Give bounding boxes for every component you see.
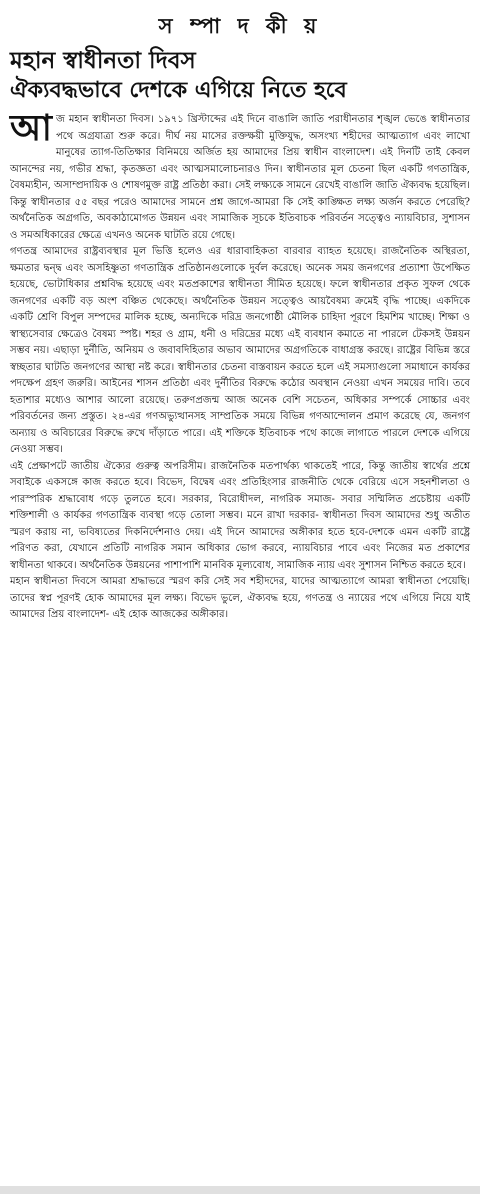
headline-line-1: মহান স্বাধীনতা দিবস [10, 48, 196, 74]
article-body [10, 108, 470, 624]
paragraph-2: গণতন্ত্র আমাদের রাষ্ট্রব্যবস্থার মূল ভিত্তি হলেও এর ধারাবাহিকতা বারবার ব্যাহত হয়েছে। রাজনৈতিক অস্থিরতা, ক্ষমতার দ্বন্দ্ব এবং অসহিষ্ণুতা গণতান্ত্রিক প্রতিষ্ঠানগুলোকে দুর্বল করেছে। অনেক সময় জনগণের প্রত্যাশা উপেক্ষিত হয়েছে, ভোটাধিকার প্রশ্নবিদ্ধ হয়েছে এবং মতপ্রকাশের স্বাধীনতা সীমিত হয়েছে। ফলে স্বাধীনতার প্রকৃত সুফল থেকে জনগণের একটি বড় অংশ বঞ্চিত থেকেছে। অর্থনৈতিক উন্নয়ন সত্ত্বেও আয়বৈষম্য ক্রমেই বৃদ্ধি পাচ্ছে। একদিকে একটি শ্রেণি বিপুল সম্পদের মালিক হচ্ছে, অন্যদিকে দরিদ্র জনগোষ্ঠী মৌলিক চাহিদা পূরণে হিমশিম খাচ্ছে। শিক্ষা ও স্বাস্থ্যসেবার ক্ষেত্রেও বৈষম্য স্পষ্ট। শহর ও গ্রাম, ধনী ও দরিদ্রের মধ্যে এই ব্যবধান কমাতে না পারলে টেকসই উন্নয়ন সম্ভব নয়। এছাড়া দুর্নীতি, অনিয়ম ও জবাবদিহিতার অভাব আমাদের অগ্রগতিকে বাধাগ্রস্ত করছে। রাষ্ট্রের বিভিন্ন স্তরে স্বচ্ছতার ঘাটতি জনগণের আস্থা নষ্ট করে। স্বাধীনতার চেতনা বাস্তবায়ন করতে হলে এই সমস্যাগুলো সমাধানে কার্যকর পদক্ষেপ গ্রহণ জরুরি। আইনের শাসন প্রতিষ্ঠা এবং দুর্নীতির বিরুদ্ধে কঠোর অবস্থান নেওয়া এখন সময়ের দাবি। তবে হতাশার মধ্যেও আশার আলো রয়েছে। তরুণপ্রজন্ম আজ অনেক বেশি সচেতন, অধিকার সম্পর্কে সোচ্চার এবং পরিবর্তনের জন্য প্রস্তুত। ২৪-এর গণঅভ্যুত্থানসহ সাম্প্রতিক সময়ে বিভিন্ন গণআন্দোলন প্রমাণ করেছে যে, জনগণ অন্যায় ও অবিচারের বিরুদ্ধে রুখে দাঁড়াতে পারে। এই শক্তিকে ইতিবাচক পথে কাজে লাগাতে পারলে দেশকে এগিয়ে নেওয়া সম্ভব। [10, 246, 470, 455]
section-label: স ম্পা দ কী য় [158, 14, 322, 38]
headline-line-2: ঐক্যবদ্ধভাবে দেশকে এগিয়ে নিতে হবে [10, 78, 347, 103]
bottom-rule [0, 1186, 480, 1194]
paragraph-4: মহান স্বাধীনতা দিবসে আমরা শ্রদ্ধাভরে স্মরণ করি সেই সব শহীদদের, যাদের আত্মত্যাগে আমরা স্বাধীনতা পেয়েছি। তাদের স্বপ্ন পূরণই হোক আমাদের মূল লক্ষ্য। বিভেদ ভুলে, ঐক্যবদ্ধ হয়ে, গণতন্ত্র ও ন্যায়ের পথে এগিয়ে নিয়ে যাই আমাদের প্রিয় বাংলাদেশ- এই হোক আজকের অঙ্গীকার। [10, 576, 470, 620]
paragraph-1: আজ মহান স্বাধীনতা দিবস। ১৯৭১ খ্রিস্টাব্দের এই দিনে বাঙালি জাতি পরাধীনতার শৃঙ্খল ভেঙে স্বাধীনতার পথে অগ্রযাত্রা শুরু করে। দীর্ঘ নয় মাসের রক্তক্ষয়ী মুক্তিযুদ্ধ, অসংখ্য শহীদের আত্মত্যাগ এবং লাখো মানুষের ত্যাগ-তিতিক্ষার বিনিময়ে অর্জিত হয় আমাদের প্রিয় স্বাধীন বাংলাদেশ। এই দিনটি তাই কেবল আনন্দের নয়, গভীর শ্রদ্ধা, কৃতজ্ঞতা এবং আত্মসমালোচনারও দিন। স্বাধীনতার মূল চেতনা ছিল একটি গণতান্ত্রিক, বৈষম্যহীন, অসাম্প্রদায়িক ও শোষণমুক্ত রাষ্ট্র প্রতিষ্ঠা করা। সেই লক্ষ্যকে সামনে রেখেই বাঙালি জাতি ঐক্যবদ্ধ হয়েছিল। কিন্তু স্বাধীনতার ৫৫ বছর পরেও আমাদের সামনে প্রশ্ন জাগে-আমরা কি সেই কাঙ্ক্ষিত লক্ষ্য অর্জন করতে পেরেছি? অর্থনৈতিক অগ্রগতি, অবকাঠামোগত উন্নয়ন এবং সামাজিক সূচকে ইতিবাচক পরিবর্তন সত্ত্বেও ন্যায়বিচার, সুশাসন ও সমঅধিকারের ক্ষেত্রে এখনও অনেক ঘাটতি রয়ে গেছে। [10, 108, 470, 241]
paragraph-3: এই প্রেক্ষাপটে জাতীয় ঐক্যের গুরুত্ব অপরিসীম। রাজনৈতিক মতপার্থক্য থাকতেই পারে, কিন্তু জাতীয় স্বার্থের প্রশ্নে সবাইকে একসঙ্গে কাজ করতে হবে। বিভেদ, বিদ্বেষ এবং প্রতিহিংসার রাজনীতি থেকে বেরিয়ে এসে সহনশীলতা ও পারস্পরিক শ্রদ্ধাবোধ গড়ে তুলতে হবে। সরকার, বিরোধীদল, নাগরিক সমাজ- সবার সম্মিলিত প্রচেষ্টায় একটি শক্তিশালী ও কার্যকর গণতান্ত্রিক ব্যবস্থা গড়ে তোলা সম্ভব। মনে রাখা দরকার- স্বাধীনতা দিবস আমাদের শুধু অতীত স্মরণ করায় না, ভবিষ্যতের দিকনির্দেশনাও দেয়। এই দিনে আমাদের অঙ্গীকার হতে হবে-দেশকে এমন একটি রাষ্ট্রে পরিণত করা, যেখানে প্রতিটি নাগরিক সমান অধিকার ভোগ করবে, ন্যায়বিচার পাবে এবং নিজের মত প্রকাশের স্বাধীনতা থাকবে। অর্থনৈতিক উন্নয়নের পাশাপাশি মানবিক মূল্যবোধ, সামাজিক ন্যায় এবং সুশাসন নিশ্চিত করতে হবে। [10, 460, 470, 571]
